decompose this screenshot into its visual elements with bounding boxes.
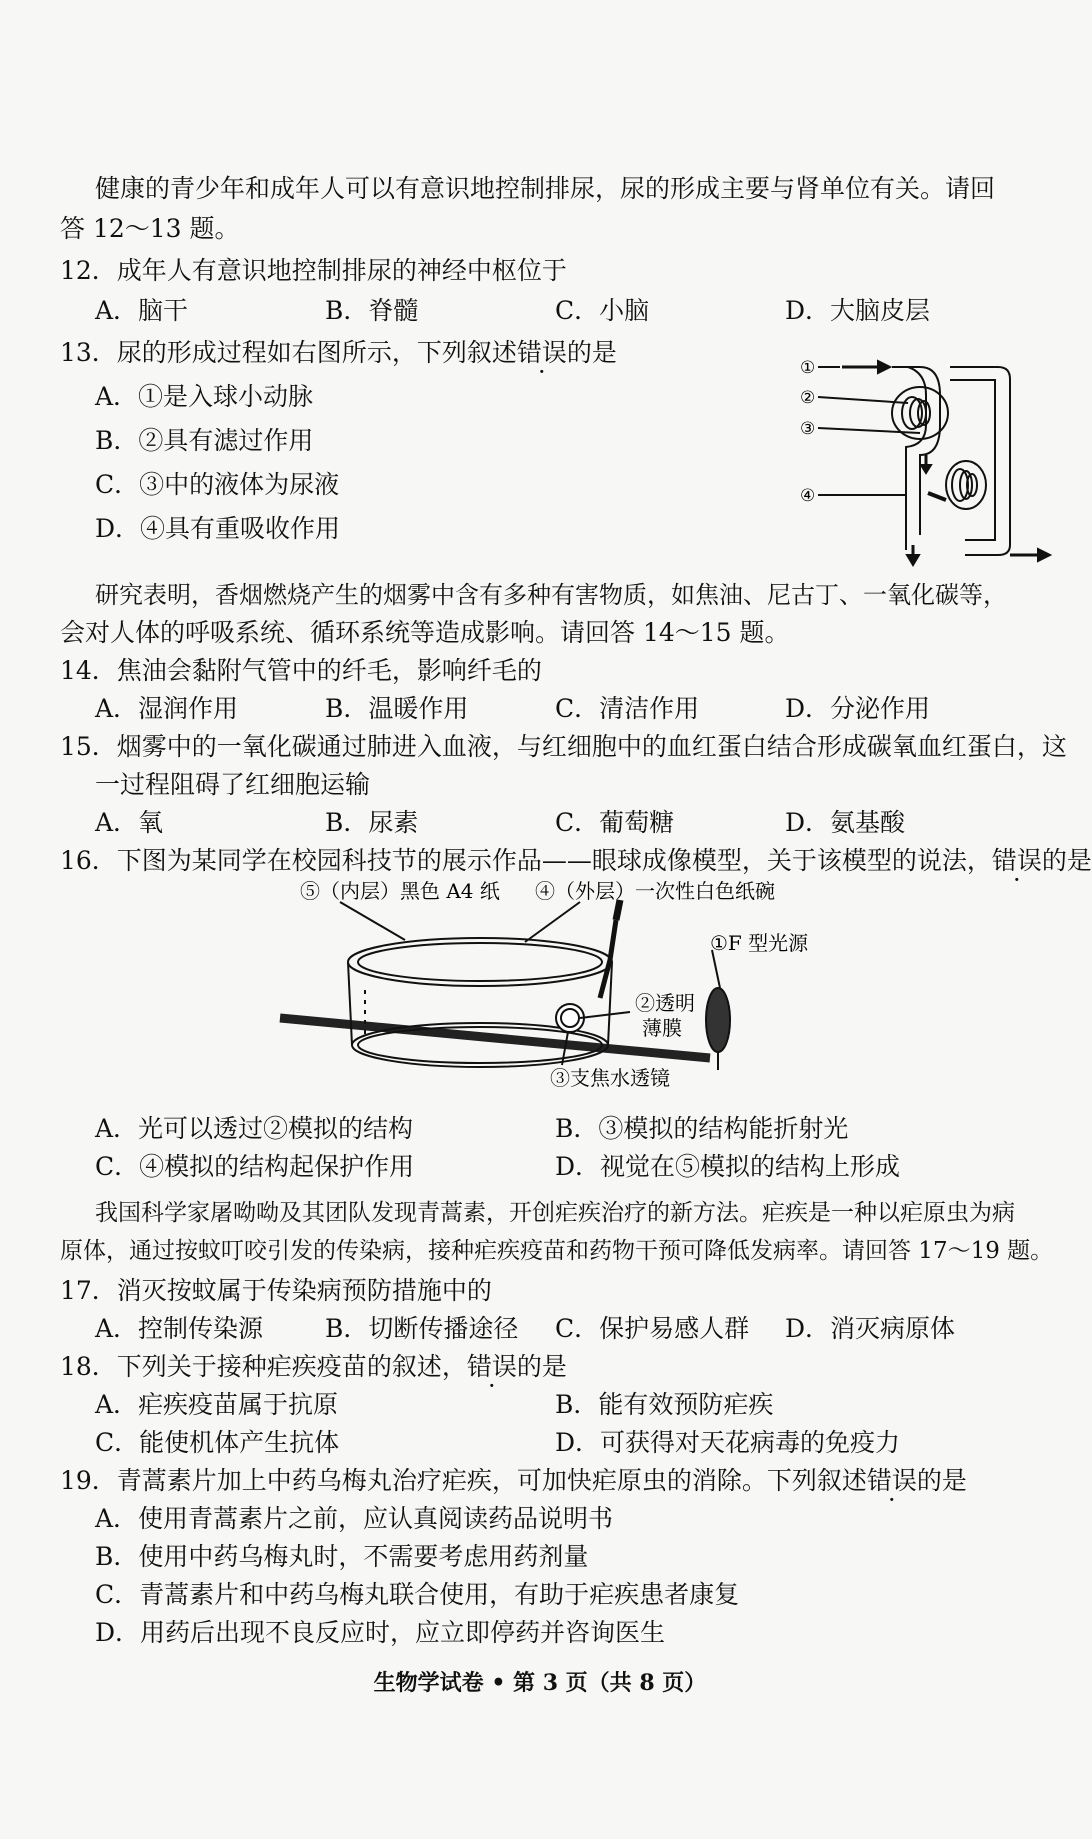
intro-kidney-line1: 健康的青少年和成年人可以有意识地控制排尿，尿的形成主要与肾单位有关。请回	[95, 174, 996, 203]
q13-stem: 13．尿的形成过程如右图所示，下列叙述错误的是	[60, 338, 617, 367]
q12-option-a[interactable]: A．脑干	[95, 296, 189, 325]
q18-emphasis: 错误	[466, 1352, 517, 1381]
q15-option-b[interactable]: B．尿素	[325, 808, 419, 837]
intro-smoke-line2: 会对人体的呼吸系统、循环系统等造成影响。请回答 14～15 题。	[60, 618, 790, 647]
q19-option-b[interactable]: B．使用中药乌梅丸时，不需要考虑用药剂量	[95, 1542, 589, 1571]
q16-option-d[interactable]: D．视觉在⑤模拟的结构上形成	[555, 1152, 901, 1181]
q15-options	[95, 806, 1015, 840]
intro-malaria-line2: 原体，通过按蚊叮咬引发的传染病，接种疟疾疫苗和药物干预可降低发病率。请回答 17～19 题。	[60, 1238, 1054, 1264]
q16-stem: 16．下图为某同学在校园科技节的展示作品——眼球成像模型，关于该模型的说法，错误的是	[60, 846, 1092, 875]
q17-option-d[interactable]: D．消灭病原体	[785, 1314, 956, 1343]
q18-options-row2	[95, 1426, 1015, 1460]
intro-smoke-line1: 研究表明，香烟燃烧产生的烟雾中含有多种有害物质，如焦油、尼古丁、一氧化碳等，	[95, 581, 1007, 609]
q15-line2: 一过程阻碍了红细胞运输	[95, 770, 371, 799]
q12-option-b[interactable]: B．脊髓	[325, 296, 419, 325]
q18-options-row1	[95, 1388, 1015, 1422]
q13-option-b[interactable]: B．②具有滤过作用	[95, 426, 314, 455]
q17-option-c[interactable]: C．保护易感人群	[555, 1314, 750, 1343]
intro-malaria-line1: 我国科学家屠呦呦及其团队发现青蒿素，开创疟疾治疗的新方法。疟疾是一种以疟原虫为病	[95, 1200, 1015, 1226]
q12-options	[95, 294, 1015, 328]
eye-model-diagram	[280, 880, 840, 1100]
q13-option-a[interactable]: A．①是入球小动脉	[95, 382, 314, 411]
q16-options-row2	[95, 1150, 1015, 1184]
q18-option-c[interactable]: C．能使机体产生抗体	[95, 1428, 340, 1457]
q12-option-d[interactable]: D．大脑皮层	[785, 296, 931, 325]
q14-option-a[interactable]: A．湿润作用	[95, 694, 239, 723]
eye-label-2a: ②透明	[635, 991, 695, 1015]
q15-line1: 15．烟雾中的一氧化碳通过肺进入血液，与红细胞中的血红蛋白结合形成碳氧血红蛋白，这	[60, 732, 1067, 761]
q13-emphasis: 错误	[516, 338, 567, 367]
q16-option-b[interactable]: B．③模拟的结构能折射光	[555, 1114, 849, 1143]
nephron-label-2: ②	[800, 388, 816, 408]
q13-option-d[interactable]: D．④具有重吸收作用	[95, 514, 341, 543]
nephron-label-3: ③	[800, 419, 816, 439]
q17-option-a[interactable]: A．控制传染源	[95, 1314, 264, 1343]
q18-stem: 18．下列关于接种疟疾疫苗的叙述，错误的是	[60, 1352, 567, 1381]
q15-option-d[interactable]: D．氨基酸	[785, 808, 906, 837]
eye-label-1: ①F 型光源	[710, 931, 809, 955]
q16-option-c[interactable]: C．④模拟的结构起保护作用	[95, 1152, 415, 1181]
q17-stem: 17．消灭按蚊属于传染病预防措施中的	[60, 1276, 492, 1305]
q19-emphasis: 错误	[866, 1466, 917, 1495]
nephron-label-1: ①	[800, 358, 816, 378]
q14-option-d[interactable]: D．分泌作用	[785, 694, 931, 723]
q14-option-b[interactable]: B．温暖作用	[325, 694, 469, 723]
q16-emphasis: 错误	[991, 846, 1042, 875]
q16-options-row1	[95, 1112, 1015, 1146]
q18-option-d[interactable]: D．可获得对天花病毒的免疫力	[555, 1428, 901, 1457]
eye-label-4: ④（外层）一次性白色纸碗	[535, 879, 775, 903]
q19-stem: 19．青蒿素片加上中药乌梅丸治疗疟疾，可加快疟原虫的消除。下列叙述错误的是	[60, 1466, 967, 1495]
q14-stem: 14．焦油会黏附气管中的纤毛，影响纤毛的	[60, 656, 542, 685]
nephron-diagram	[800, 355, 1050, 565]
q14-options	[95, 692, 1015, 726]
q18-option-b[interactable]: B．能有效预防疟疾	[555, 1390, 774, 1419]
q19-option-a[interactable]: A．使用青蒿素片之前，应认真阅读药品说明书	[95, 1504, 614, 1533]
q17-option-b[interactable]: B．切断传播途径	[325, 1314, 519, 1343]
q17-options	[95, 1312, 1015, 1346]
q12-stem: 12．成年人有意识地控制排尿的神经中枢位于	[60, 256, 567, 285]
q15-option-a[interactable]: A．氧	[95, 808, 164, 837]
eye-label-2b: 薄膜	[642, 1016, 682, 1040]
q19-option-c[interactable]: C．青蒿素片和中药乌梅丸联合使用，有助于疟疾患者康复	[95, 1580, 740, 1609]
intro-kidney-line2: 答 12～13 题。	[60, 214, 240, 243]
q13-option-c[interactable]: C．③中的液体为尿液	[95, 470, 340, 499]
q12-option-c[interactable]: C．小脑	[555, 296, 650, 325]
eye-label-3: ③支焦水透镜	[550, 1066, 670, 1090]
q14-option-c[interactable]: C．清洁作用	[555, 694, 700, 723]
nephron-label-4: ④	[800, 486, 816, 506]
page-footer: 生物学试卷 • 第 3 页（共 8 页）	[373, 1670, 707, 1696]
q15-option-c[interactable]: C．葡萄糖	[555, 808, 675, 837]
q19-option-d[interactable]: D．用药后出现不良反应时，应立即停药并咨询医生	[95, 1618, 666, 1647]
q18-option-a[interactable]: A．疟疾疫苗属于抗原	[95, 1390, 339, 1419]
eye-label-5: ⑤（内层）黑色 A4 纸	[300, 879, 500, 903]
q16-option-a[interactable]: A．光可以透过②模拟的结构	[95, 1114, 414, 1143]
